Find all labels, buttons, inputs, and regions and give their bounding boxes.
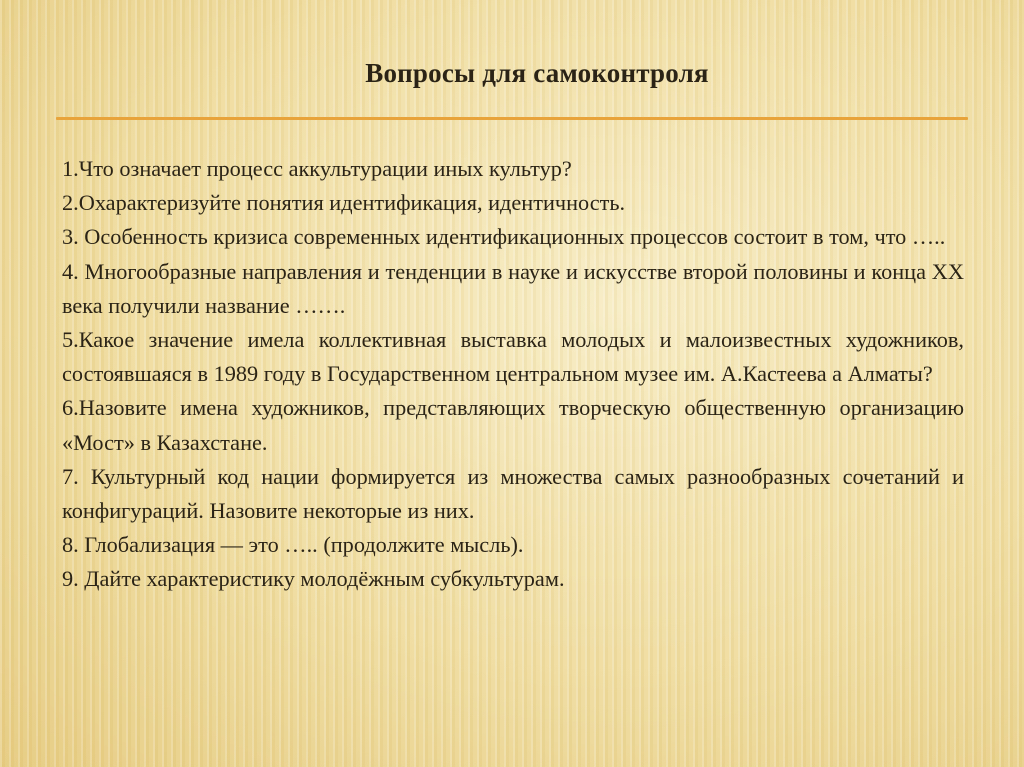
question-item: 6.Назовите имена художников, представляющих творческую общественную организацию «Мост» в Казахстане.: [62, 395, 964, 455]
question-item: 4. Многообразные направления и тенденции в науке и искусстве второй половины и конца ХХ века получили название …….: [62, 258, 964, 318]
questions-list: [62, 152, 964, 597]
title-underline: [56, 117, 968, 120]
question-item: 8. Глобализация — это ….. (продолжите мысль).: [62, 532, 524, 558]
question-item: 9. Дайте характеристику молодёжным субкультурам.: [62, 566, 565, 592]
question-item: 7. Культурный код нации формируется из множества самых разнообразных сочетаний и конфигураций. Назовите некоторые из них.: [62, 463, 964, 524]
question-item: 3. Особенность кризиса современных идентификационных процессов состоит в том, что …..: [62, 224, 946, 250]
slide-title: Вопросы для самоконтроля: [365, 58, 709, 88]
question-item: 2.Охарактеризуйте понятия идентификация, идентичность.: [62, 190, 626, 216]
question-item: 5.Какое значение имела коллективная выставка молодых и малоизвестных художников, состоявшаяся в 1989 году в Государственном центральном музее им. А.Кастеева а Алматы?: [62, 327, 964, 387]
question-item: 1.Что означает процесс аккультурации иных культур?: [62, 156, 572, 181]
